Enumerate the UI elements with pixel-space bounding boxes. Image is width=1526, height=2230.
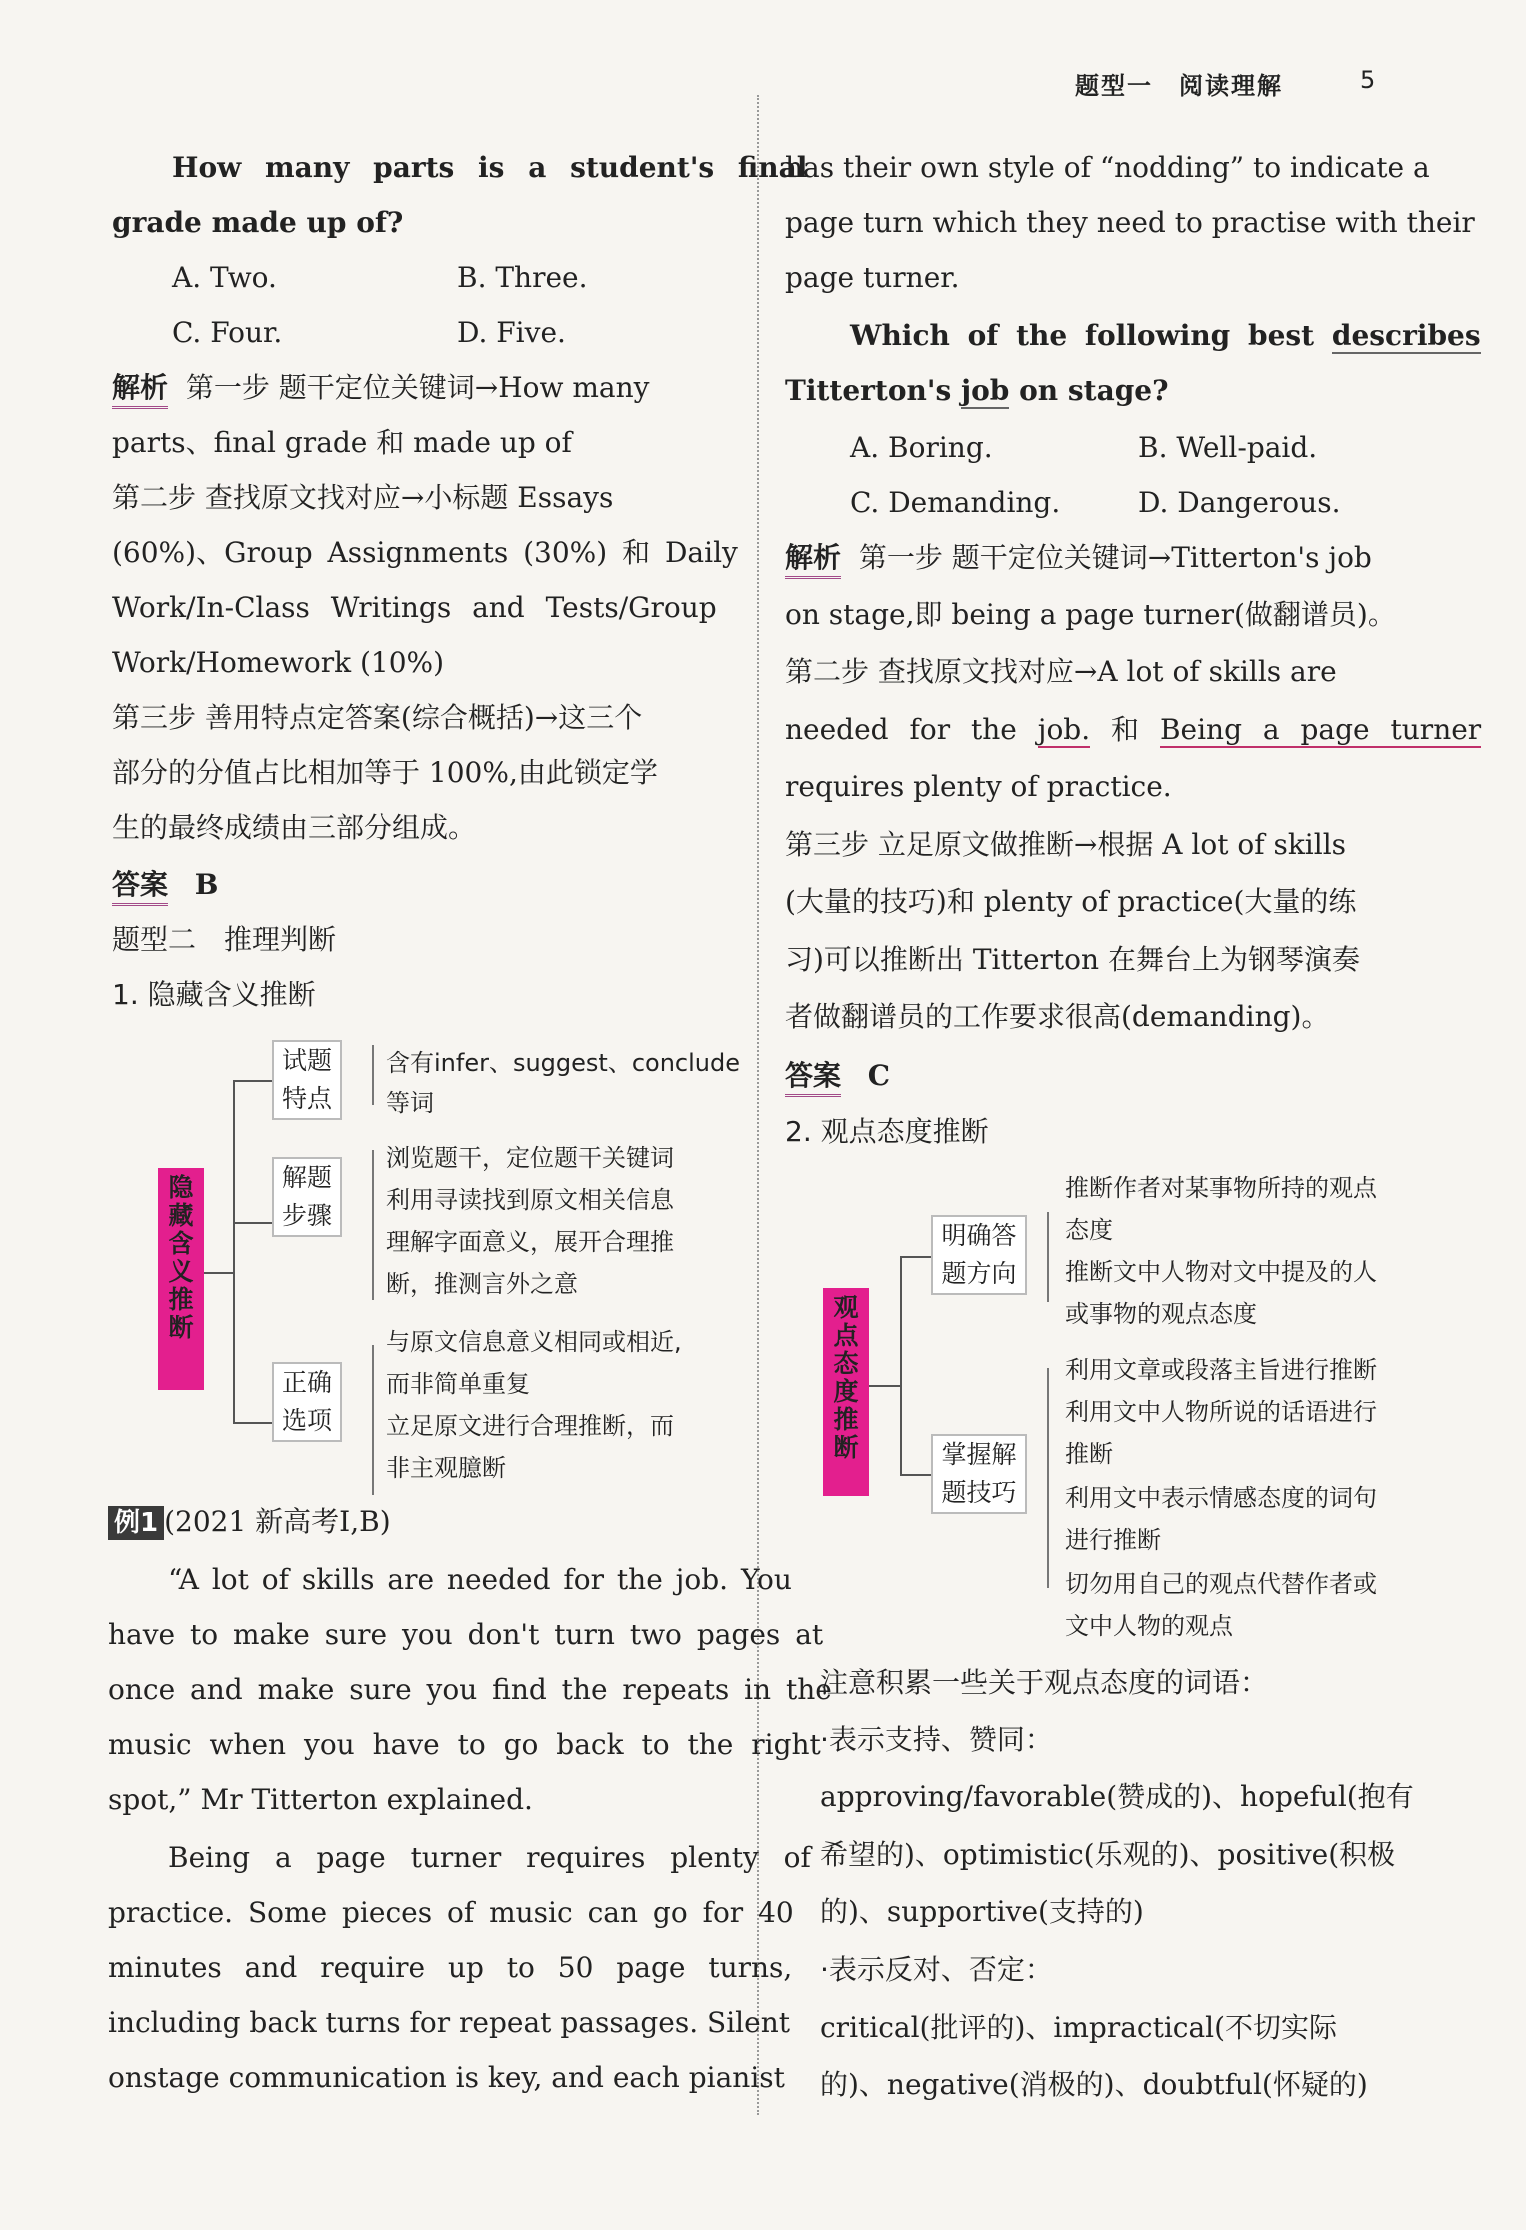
mindmap2-direction-1: 推断作者对某事物所持的观点 <box>1065 1174 1377 1202</box>
passage-line1: “A lot of skills are needed for the job. You <box>168 1563 792 1596</box>
page-number: 5 <box>1360 66 1376 94</box>
question-2-keyword-describes: describes <box>1331 319 1481 352</box>
mindmap1-root: 隐藏含义推断 <box>158 1168 204 1390</box>
analysis-line7: 第三步 善用特点定答案(综合概括)→这三个 <box>112 701 643 734</box>
option2-b: B. Well-paid. <box>1138 431 1318 464</box>
passage-line5: spot,” Mr Titterton explained. <box>108 1783 533 1816</box>
question-2-text2: Titterton's <box>785 374 961 407</box>
vocab-positive-1: approving/favorable(赞成的)、hopeful(抱有 <box>820 1780 1414 1813</box>
analysis2-line9: 者做翻谱员的工作要求很高(demanding)。 <box>785 1000 1330 1033</box>
answer-line <box>112 865 218 905</box>
analysis-line2: parts、final grade 和 made up of <box>112 426 572 459</box>
question-2-text: Which of the following best <box>850 319 1332 352</box>
analysis-line3: 第二步 查找原文找对应→小标题 Essays <box>112 481 614 514</box>
analysis-line1 <box>112 368 649 408</box>
analysis2-line4 <box>785 710 1481 750</box>
mindmap1-feature-2: 等词 <box>386 1089 434 1117</box>
option-b: B. Three. <box>457 261 588 294</box>
option-d: D. Five. <box>457 316 566 349</box>
analysis-line8: 部分的分值占比相加等于 100%,由此锁定学 <box>112 756 658 789</box>
subsection-1-title: 1. 隐藏含义推断 <box>112 978 316 1011</box>
mindmap2-technique-3: 推断 <box>1065 1440 1113 1468</box>
analysis2-keyword-job: job. <box>1037 713 1091 746</box>
question-1-line1: How many parts is a student's final <box>172 151 808 184</box>
mindmap1-correct-4: 非主观臆断 <box>386 1454 506 1482</box>
vocab-positive-3: 的)、supportive(支持的) <box>820 1895 1144 1928</box>
answer2-value: C <box>867 1059 891 1092</box>
vocab-negative-2: 的)、negative(消极的)、doubtful(怀疑的) <box>820 2068 1368 2101</box>
mindmap1-step-3: 理解字面意义，展开合理推 <box>386 1228 674 1256</box>
analysis-line4: (60%)、Group Assignments (30%) 和 Daily <box>112 536 738 569</box>
analysis2-line5: requires plenty of practice. <box>785 770 1172 803</box>
mindmap2-direction-3: 推断文中人物对文中提及的人 <box>1065 1258 1377 1286</box>
analysis2-line3: 第二步 查找原文找对应→A lot of skills are <box>785 655 1337 688</box>
mindmap1-feature-1: 含有infer、suggest、conclude <box>386 1049 740 1077</box>
mindmap2-root: 观点态度推断 <box>823 1288 869 1496</box>
vocab-note: 注意积累一些关于观点态度的词语： <box>820 1666 1269 1699</box>
mindmap2-technique-6: 切勿用自己的观点代替作者或 <box>1065 1570 1377 1598</box>
answer-tag: 答案 <box>112 868 168 906</box>
passage-line3: once and make sure you find the repeats in the <box>108 1673 832 1706</box>
mindmap1-step-1: 浏览题干，定位题干关键词 <box>386 1144 674 1172</box>
analysis2-tag: 解析 <box>785 541 841 579</box>
analysis-line5: Work/In-Class Writings and Tests/Group <box>112 591 717 624</box>
mindmap2-technique-1: 利用文章或段落主旨进行推断 <box>1065 1356 1377 1384</box>
option-a: A. Two. <box>172 261 277 294</box>
mindmap2-technique-4: 利用文中表示情感态度的词句 <box>1065 1484 1377 1512</box>
option2-c: C. Demanding. <box>850 486 1061 519</box>
option2-a: A. Boring. <box>850 431 993 464</box>
subsection-2-title: 2. 观点态度推断 <box>785 1115 989 1148</box>
mindmap2-branch-techniques: 掌握解题技巧 <box>931 1434 1027 1514</box>
section-header: 题型一 阅读理解 <box>1075 72 1283 100</box>
question-2-line1 <box>850 316 1481 356</box>
mindmap1-step-4: 断，推测言外之意 <box>386 1270 578 1298</box>
vocab-negative-1: critical(批评的)、impractical(不切实际 <box>820 2011 1338 2044</box>
passage-cont-line3: page turner. <box>785 261 960 294</box>
analysis2-keyword-page-turner: Being a page turner <box>1159 713 1482 746</box>
passage-line6: Being a page turner requires plenty of <box>168 1841 811 1874</box>
passage-cont-line2: page turn which they need to practise with their <box>785 206 1475 239</box>
analysis-tag: 解析 <box>112 371 168 409</box>
question-2-line2 <box>785 371 1169 411</box>
passage-cont-line1: has their own style of “nodding” to indicate a <box>785 151 1430 184</box>
option2-d: D. Dangerous. <box>1138 486 1341 519</box>
analysis-line6: Work/Homework (10%) <box>112 646 445 679</box>
option-c: C. Four. <box>172 316 283 349</box>
mindmap2-technique-2: 利用文中人物所说的话语进行 <box>1065 1398 1377 1426</box>
analysis-line9: 生的最终成绩由三部分组成。 <box>112 811 477 844</box>
example-heading <box>108 1502 391 1543</box>
vocab-negative-heading: ·表示反对、否定： <box>820 1953 1053 1986</box>
analysis2-line2: on stage,即 being a page turner(做翻谱员)。 <box>785 598 1396 631</box>
answer2-tag: 答案 <box>785 1059 841 1097</box>
passage-line10: onstage communication is key, and each pianist <box>108 2061 785 2094</box>
mindmap1-branch-steps: 解题步骤 <box>272 1157 342 1237</box>
mindmap1-step-2: 利用寻读找到原文相关信息 <box>386 1186 674 1214</box>
analysis2-line4-text: needed for the <box>785 713 1038 746</box>
analysis2-text: 第一步 题干定位关键词→Titterton's job <box>858 541 1372 574</box>
example-source: (2021 新高考Ⅰ,B) <box>164 1505 391 1538</box>
passage-line4: music when you have to go back to the right <box>108 1728 821 1761</box>
question-1-line2: grade made up of? <box>112 206 404 239</box>
mindmap1-correct-1: 与原文信息意义相同或相近, <box>386 1328 682 1356</box>
analysis2-line4-and: 和 <box>1090 713 1160 746</box>
analysis2-line7: (大量的技巧)和 plenty of practice(大量的练 <box>785 885 1357 918</box>
passage-line7: practice. Some pieces of music can go for 40 <box>108 1896 794 1929</box>
analysis2-line6: 第三步 立足原文做推断→根据 A lot of skills <box>785 828 1347 861</box>
question-2-keyword-job: job <box>960 374 1010 407</box>
mindmap2-technique-5: 进行推断 <box>1065 1526 1161 1554</box>
vocab-positive-2: 希望的)、optimistic(乐观的)、positive(积极 <box>820 1838 1396 1871</box>
mindmap1-correct-3: 立足原文进行合理推断，而 <box>386 1412 674 1440</box>
mindmap1-correct-2: 而非简单重复 <box>386 1370 530 1398</box>
passage-line9: including back turns for repeat passages. Silent <box>108 2006 790 2039</box>
passage-line8: minutes and require up to 50 page turns, <box>108 1951 793 1984</box>
answer-value: B <box>194 868 219 901</box>
mindmap2-direction-2: 态度 <box>1065 1216 1113 1244</box>
question-2-text3: on stage? <box>1009 374 1169 407</box>
analysis-text: 第一步 题干定位关键词→How many <box>185 371 650 404</box>
analysis2-line8: 习)可以推断出 Titterton 在舞台上为钢琴演奏 <box>785 943 1360 976</box>
mindmap2-branch-direction: 明确答题方向 <box>931 1215 1027 1295</box>
vocab-positive-heading: ·表示支持、赞同： <box>820 1723 1053 1756</box>
mindmap1-branch-features: 试题特点 <box>272 1040 342 1120</box>
type2-title: 题型二 推理判断 <box>112 923 337 956</box>
column-divider <box>757 95 759 2115</box>
analysis2-line1 <box>785 538 1372 578</box>
mindmap2-direction-4: 或事物的观点态度 <box>1065 1300 1257 1328</box>
answer2-line <box>785 1056 890 1096</box>
mindmap1-branch-correct: 正确选项 <box>272 1362 342 1442</box>
example-tag: 例1 <box>108 1506 164 1540</box>
passage-line2: have to make sure you don't turn two pages at <box>108 1618 824 1651</box>
mindmap2-technique-7: 文中人物的观点 <box>1065 1612 1233 1640</box>
